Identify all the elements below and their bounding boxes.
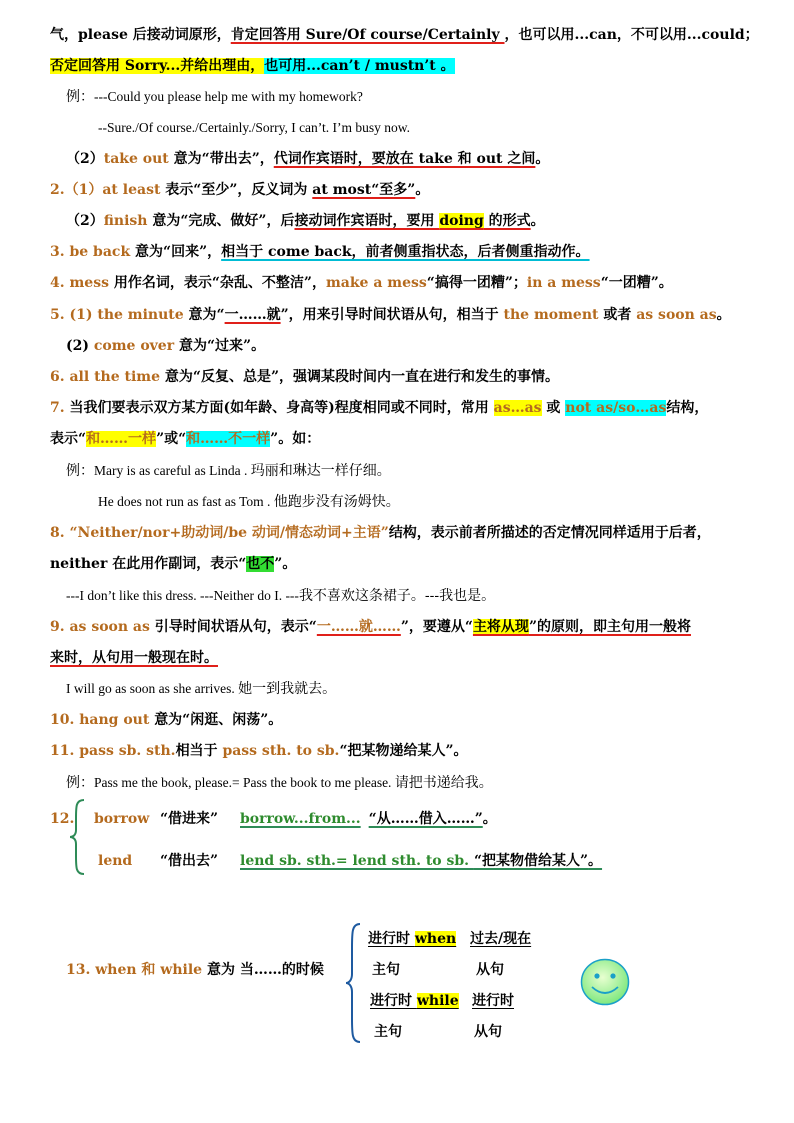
text: 意为“过来”。 [178,338,266,354]
example-sentence: ---I don’t like this dress. ---Neither do I. --- [66,588,299,603]
phrase: as soon as [636,307,717,323]
text: 相当于 [175,743,223,759]
phrase: 9. as soon as [50,619,155,635]
highlighted-word: when [414,931,457,947]
text: 过去/现在 [470,931,532,947]
while-clause-tense [472,990,514,1012]
phrase: 11. pass sb. sth. [50,743,176,759]
phrase-underlined: at most“至多” [312,182,416,198]
curly-brace-icon [344,922,362,1044]
example-line [66,585,495,607]
phrase-underlined: borrow...from... [240,811,361,827]
when-row [368,928,456,950]
borrow-row [94,808,149,830]
phrase: the minute [97,307,189,323]
text: 。 [535,151,550,167]
example-translation: 他跑步没有汤姆快。 [273,494,400,510]
sub-clause-label: 从句 [474,1024,502,1040]
line-take-out [66,148,549,170]
phrase: 13. when [66,962,142,978]
line-neither-adverb [50,553,296,575]
highlighted-text: Sorry... [124,58,181,74]
rule-underlined: ”的原则，即主句用一般将 [528,619,691,635]
highlighted-phrase: not as/so…as [565,400,667,416]
text: 。 [415,182,430,198]
line-as-as [50,397,708,419]
main-clause-label: 主句 [374,1024,402,1040]
text: 结构， [666,400,709,416]
text: 意为“完成、做好”，后 [152,213,295,229]
text: 意为“带出去”， [173,151,274,167]
example-translation: 请把书递给我。 [394,775,493,791]
rule-underlined: 接动词作宾语时，要用 [294,213,440,229]
text: 气，please 后接动词原形， [50,27,231,43]
text: ”。 [274,556,297,572]
line-mess [50,272,673,294]
highlighted-phrase: 和……不一样 [186,431,271,447]
example-sentence: Pass me the book, please.= Pass the book to me please. [94,775,395,790]
lend-row [98,850,132,872]
text: 在此用作副词，表示“ [112,556,247,572]
line-please-rule [50,24,759,46]
line-as-as-meaning [50,428,320,450]
when-clause-tense [470,928,531,950]
text: 表示“至少”，反义词为 [165,182,313,198]
text: 用作名词，表示“杂乱、不整洁”， [113,275,326,291]
text: (2) [66,338,94,354]
example-label: 例： [66,463,94,479]
sub-clause-label: 从句 [476,962,504,978]
highlighted-phrase: as…as [493,400,542,416]
item-number: 7. [50,400,70,416]
line-as-soon-as [50,616,691,638]
line-negative-answer [50,55,455,77]
text: “一团糟”。 [600,275,673,291]
text: 表示“ [50,431,87,447]
text: neither [50,556,113,572]
word-lend: lend [98,853,133,869]
highlighted-text: 并给出理由， [180,58,265,74]
rule-underlined: 相当于 come back，前者侧重指状态，后者侧重指动作。 [221,244,590,260]
text: 进行时 [370,993,417,1009]
highlighted-text: 也可用...can’t / mustn’t 。 [264,58,455,74]
phrase: 8. “Neither/nor+助动词/be 动词/情态动词+主语” [50,525,389,541]
text: 。 [530,213,545,229]
line-all-the-time [50,366,559,388]
text: ”，用来引导时间状语从句，相当于 [280,307,504,323]
text: 意为“ [188,307,225,323]
rule-underlined: 来时，从句用一般现在时。 [50,650,218,666]
line-as-soon-as-cont [50,647,218,669]
text: ，也可以用...can，不可以用...could； [504,27,759,43]
phrase: the moment [503,307,604,323]
curly-brace-icon [68,798,86,876]
example-translation: 玛丽和琳达一样仔细。 [250,463,391,479]
example-label: 例： [66,89,94,105]
highlighted-phrase: 和……一样 [86,431,157,447]
text-underlined: “从……借入……” [368,811,483,827]
text: 意为“反复、总是”，强调某段时间内一直在进行和发生的事情。 [164,369,559,385]
text-underlined: “把某物借给某人” [473,853,589,869]
text: “把某物递给某人”。 [339,743,468,759]
phrase: make a mess [325,275,427,291]
item-number: 2.（1） [50,182,103,198]
phrase: 10. hang out [50,712,155,728]
text: 。 [716,307,731,323]
rule-underlined: 的形式 [483,213,531,229]
line-pass [50,740,468,762]
phrase: in a mess [526,275,601,291]
highlighted-text: doing [439,213,484,229]
highlighted-text: 否定回答用 [50,58,125,74]
positive-answer-rule: 肯定回答用 Sure/Of course/Certainly [230,27,505,43]
text: 结构，表示前者所描述的否定情况同样适用于后者， [388,525,711,541]
example-translation: 我不喜欢这条裙子。---我也是。 [298,588,496,604]
text: ”或“ [156,431,187,447]
example-line [66,460,391,482]
text: 或者 [603,307,637,323]
text: 意为“闲逛、闲荡”。 [154,712,283,728]
text: 。 [588,853,603,869]
example-translation: 她一到我就去。 [238,681,337,697]
text: ”。如： [270,431,321,447]
text: ”，要遵从“ [400,619,473,635]
example-line [98,491,400,513]
phrase: 3. be back [50,244,136,260]
highlighted-word: while [416,993,459,1009]
borrow-usage [240,808,497,830]
smiley-face-icon [580,958,630,1006]
borrow-meaning [160,808,218,830]
lend-usage [240,850,602,872]
item-13-label [66,959,324,981]
example-label: 例： [66,775,94,791]
highlighted-text: 也不 [246,556,275,572]
lend-meaning [160,850,218,872]
example-sentence: ---Could you please help me with my homework? [94,89,363,104]
phrase-underlined: 一……就 [224,307,281,323]
line-come-over [66,335,265,357]
example-sentence: He does not run as fast as Tom . [98,494,274,509]
phrase-underlined: lend sb. sth.= lend sth. to sb. [240,853,474,869]
example-line [66,86,363,108]
example-line: --Sure./Of course./Certainly./Sorry, I can’t. I’m busy now. [98,120,411,135]
text: （2） [66,213,104,229]
example-line [66,772,493,794]
phrase: take out [103,151,174,167]
text: “搞得一团糟”； [426,275,527,291]
phrase-underlined: 一……就…… [316,619,401,635]
text: 意为 当……的时候 [206,962,324,978]
line-be-back [50,241,590,263]
item-number: 5. (1) [50,307,98,323]
text: 进行时 [368,931,415,947]
text: 进行时 [472,993,514,1009]
text: 或 [541,400,566,416]
text: 当我们要表示双方某方面(如年龄、身高等)程度相同或不同时，常用 [69,400,494,416]
word-borrow: borrow [94,811,150,827]
phrase: pass sth. to sb. [222,743,340,759]
line-the-minute [50,304,731,326]
text: （2） [66,151,104,167]
highlighted-text: 主将从现 [472,619,529,635]
while-row [370,990,459,1012]
example-sentence: Mary is as careful as Linda . [94,463,251,478]
line-finish [66,210,545,232]
text: 引导时间状语从句，表示“ [154,619,317,635]
phrase: 4. mess [50,275,114,291]
main-clause-label: 主句 [372,962,400,978]
phrase: come over [93,338,179,354]
text: “借出去” [160,853,219,869]
example-sentence: I will go as soon as she arrives. [66,681,239,696]
line-at-least [50,179,429,201]
phrase: finish [103,213,153,229]
phrase: 6. all the time [50,369,165,385]
rule-underlined: 代词作宾语时，要放在 take 和 out 之间 [273,151,536,167]
text: 意为“回来”， [135,244,222,260]
line-hang-out [50,709,282,731]
text: 。 [482,811,497,827]
example-line [66,678,336,700]
phrase: 和 while [141,962,207,978]
line-neither-nor [50,522,711,544]
text: “借进来” [160,811,219,827]
phrase: at least [102,182,166,198]
item-12-number: 12. [50,811,75,827]
